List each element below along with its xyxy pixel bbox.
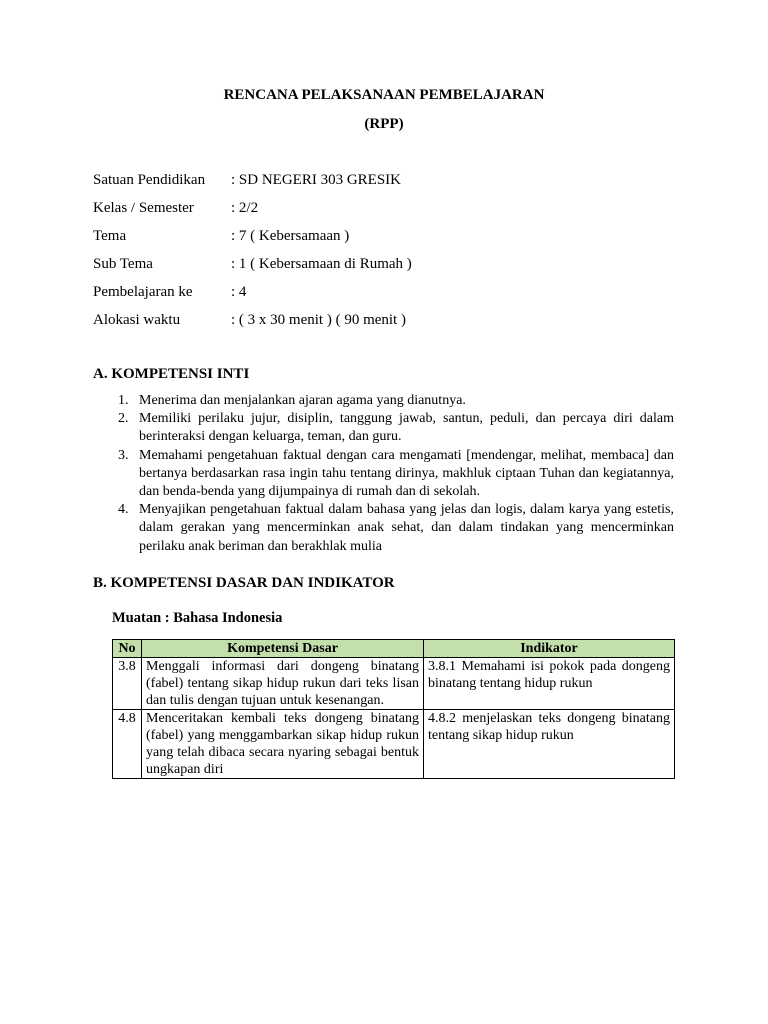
list-text: Menyajikan pengetahuan faktual dalam bahasa yang jelas dan logis, dalam karya yang estetis, dalam gerakan yang mencerminkan anak sehat, dan dalam tindakan yang mencerminkan perilaku anak beriman dan berakhlak mulia: [139, 502, 674, 554]
document-subtitle: (RPP): [364, 116, 404, 132]
section-heading-kompetensi-inti: A. KOMPETENSI INTI: [93, 366, 250, 382]
list-text: Memiliki perilaku jujur, disiplin, tanggung jawab, santun, peduli, dan percaya diri dalam berinteraksi dengan keluarga, teman, dan guru.: [139, 411, 674, 445]
kompetensi-dasar-table: [112, 639, 675, 779]
info-row: [93, 284, 412, 312]
info-label: Satuan Pendidikan: [93, 172, 206, 188]
info-value: : 2/2: [231, 200, 259, 216]
info-value: : 1 ( Kebersamaan di Rumah ): [231, 256, 412, 272]
table-header-row: [113, 640, 675, 658]
info-label: Alokasi waktu: [93, 312, 181, 328]
table-row: [113, 710, 675, 779]
identity-block: [93, 172, 412, 340]
table-row: [113, 658, 675, 710]
list-item: [93, 447, 674, 502]
list-number: 3.: [118, 447, 129, 463]
list-number: 1.: [118, 393, 129, 408]
list-item: [93, 392, 674, 410]
info-label: Kelas / Semester: [93, 200, 194, 216]
cell-no: 3.8: [113, 658, 142, 710]
info-value: : 7 ( Kebersamaan ): [231, 228, 350, 244]
info-value: : 4: [231, 284, 247, 300]
column-header-indikator: Indikator: [424, 640, 675, 658]
muatan-label: Muatan : Bahasa Indonesia: [112, 610, 283, 626]
list-text: Memahami pengetahuan faktual dengan cara mengamati [mendengar, melihat, membaca] dan bertanya berdasarkan rasa ingin tahu tentang dirinya, makhluk ciptaan Tuhan dan kegiatannya, dan benda-benda yang dijumpainya di rumah dan di sekolah.: [139, 447, 674, 500]
list-number: 4.: [118, 502, 129, 518]
document-title: RENCANA PELAKSANAAN PEMBELAJARAN: [223, 87, 545, 103]
list-item: [93, 410, 674, 446]
section-heading-kompetensi-dasar: B. KOMPETENSI DASAR DAN INDIKATOR: [93, 575, 395, 591]
cell-kompetensi-dasar: Menggali informasi dari dongeng binatang (fabel) tentang sikap hidup rukun dari teks lisan dan tulis dengan tujuan untuk kesenangan.: [142, 658, 424, 710]
info-row: [93, 256, 412, 284]
column-header-kompetensi-dasar: Kompetensi Dasar: [142, 640, 424, 658]
cell-kompetensi-dasar: Menceritakan kembali teks dongeng binatang (fabel) yang menggambarkan sikap hidup rukun yang telah dibaca secara nyaring sebagai bentuk ungkapan diri: [142, 710, 424, 779]
info-row: [93, 200, 412, 228]
list-item: [93, 501, 674, 556]
cell-indikator: 4.8.2 menjelaskan teks dongeng binatang tentang sikap hidup rukun: [424, 710, 675, 779]
info-value: : SD NEGERI 303 GRESIK: [231, 172, 402, 188]
info-label: Tema: [93, 228, 127, 244]
info-value: : ( 3 x 30 menit ) ( 90 menit ): [231, 312, 406, 328]
info-row: [93, 228, 412, 256]
info-label: Pembelajaran ke: [93, 284, 193, 300]
cell-no: 4.8: [113, 710, 142, 779]
column-header-no: No: [113, 640, 142, 658]
list-text: Menerima dan menjalankan ajaran agama yang dianutnya.: [139, 393, 466, 408]
info-row: [93, 172, 412, 200]
info-row: [93, 312, 412, 340]
info-label: Sub Tema: [93, 256, 153, 272]
cell-indikator: 3.8.1 Memahami isi pokok pada dongeng binatang tentang hidup rukun: [424, 658, 675, 710]
list-number: 2.: [118, 411, 129, 427]
kompetensi-inti-list: [93, 392, 674, 556]
